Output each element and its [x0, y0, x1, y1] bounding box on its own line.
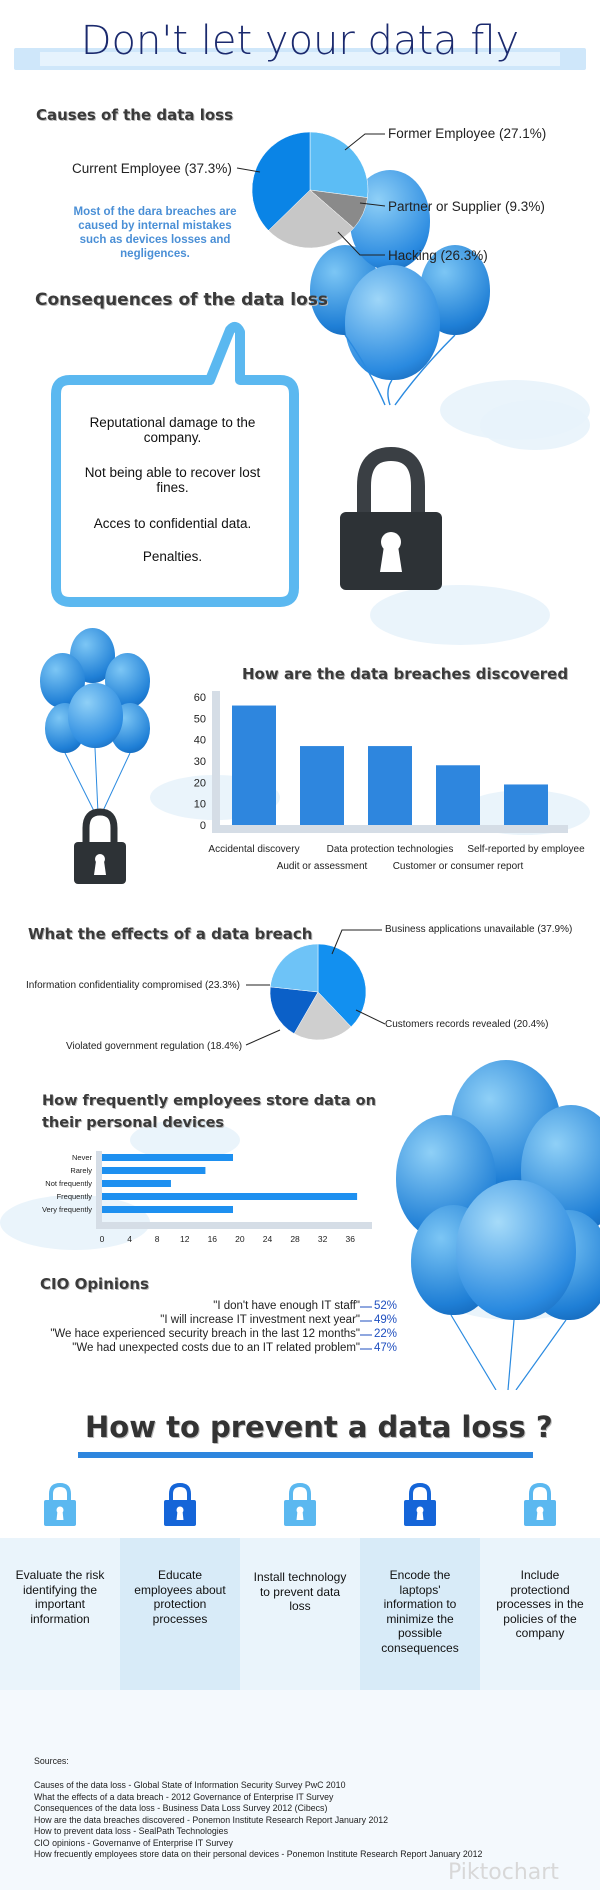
sources-list — [34, 1780, 594, 1861]
brand-logo: Piktochart — [448, 1860, 559, 1885]
frequency-heading-line2: their personal devices — [42, 1115, 225, 1131]
x-tick-label: 8 — [154, 1234, 160, 1244]
y-tick-label: 0 — [199, 820, 206, 832]
effects-label-gov: Violated government regulation (18.4%) — [66, 1041, 243, 1052]
effects-label-customers: Customers records revealed (20.4%) — [385, 1019, 549, 1030]
x-tick-label: Audit or assessment — [276, 861, 368, 872]
prevent-heading: How to prevent a data loss ? — [85, 1410, 553, 1444]
causes-note: Most of the dara breaches are caused by internal mistakes such as devices losses and negligences. — [73, 206, 237, 260]
category-label: Rarely — [70, 1166, 92, 1175]
x-tick-label: 16 — [207, 1234, 218, 1244]
category-label: Never — [71, 1153, 92, 1162]
consequences-heading: Consequences of the data loss — [35, 290, 329, 310]
prevent-step-text: Install technology to prevent data loss — [253, 1570, 347, 1613]
lock-icon — [160, 1480, 200, 1530]
cio-quote: "We had unexpected costs due to an IT related problem" — [72, 1342, 360, 1354]
prevent-steps — [0, 1480, 600, 1690]
x-tick-label: 4 — [127, 1234, 132, 1244]
effects-label-business: Business applications unavailable (37.9%) — [385, 924, 573, 935]
cio-value: 22% — [374, 1328, 398, 1340]
y-tick-label: 30 — [193, 756, 206, 768]
bar — [102, 1167, 205, 1174]
cio-dashes — [358, 1300, 374, 1360]
label-partner-supplier: Partner or Supplier (9.3%) — [388, 199, 545, 214]
balloon-cluster-right — [396, 1060, 600, 1390]
prevent-underline — [78, 1452, 533, 1458]
label-current-employee: Current Employee (37.3%) — [72, 161, 232, 176]
consequence-item: Reputational damage to the company. — [89, 415, 256, 445]
lock-icon — [400, 1480, 440, 1530]
x-tick-label: 12 — [180, 1234, 190, 1244]
consequence-item: Acces to confidential data. — [93, 516, 252, 531]
cio-quote: "We hace experienced security breach in the last 12 months" — [50, 1328, 360, 1340]
label-former-employee: Former Employee (27.1%) — [388, 126, 547, 141]
balloon-strings — [396, 1060, 600, 1390]
x-tick-label: 28 — [290, 1234, 300, 1244]
x-tick-label: Self-reported by employee — [467, 844, 585, 855]
y-tick-label: 20 — [193, 777, 206, 790]
cio-quote: "I don't have enough IT staff" — [213, 1300, 360, 1312]
x-tick-label: Accidental discovery — [208, 844, 300, 855]
x-tick-label: 36 — [345, 1234, 355, 1244]
sources-heading: Sources: — [34, 1756, 69, 1766]
source-line: CIO opinions - Governanve of Enterprise IT Survey — [34, 1837, 233, 1848]
consequence-item: Not being able to recover lost fines. — [84, 465, 261, 495]
prevent-step — [240, 1480, 360, 1690]
y-tick-label: 10 — [193, 798, 206, 811]
bar — [102, 1180, 171, 1187]
x-tick-label: 0 — [99, 1234, 105, 1244]
bar — [102, 1154, 233, 1161]
x-tick-label: 20 — [235, 1234, 245, 1244]
prevent-step — [360, 1480, 480, 1690]
category-label: Not frequently — [45, 1179, 92, 1188]
category-label: Very frequently — [41, 1205, 92, 1214]
y-axis-strip — [96, 1151, 102, 1222]
prevent-step — [0, 1480, 120, 1690]
frequency-bar-chart — [40, 1145, 380, 1250]
bar — [102, 1193, 357, 1200]
prevent-panel-bg — [240, 1538, 360, 1690]
page-title: Don't let your data fly — [80, 18, 520, 64]
source-line: How frecuently employees store data on their personal devices - Ponemon Institute Research Report January 2012 — [34, 1849, 483, 1859]
bar — [102, 1206, 233, 1213]
label-hacking: Hacking (26.3%) — [388, 248, 488, 263]
y-tick-label: 50 — [193, 713, 206, 726]
source-line: Causes of the data loss - Global State of Information Security Survey PwC 2010 — [34, 1780, 346, 1790]
source-line: What the effects of a data breach - 2012 Governance of Enterprise IT Survey — [34, 1791, 334, 1802]
prevent-step-text: Encode the laptops' information to minimize the possible consequences — [381, 1568, 459, 1655]
prevent-step — [480, 1480, 600, 1690]
consequence-item: Penalties. — [142, 549, 203, 564]
source-line: How are the data breaches discovered - Ponemon Institute Research Report January 2012 — [34, 1814, 389, 1825]
frequency-heading-line1: How frequently employees store data on — [42, 1093, 376, 1109]
cio-value: 52% — [374, 1300, 398, 1312]
prevent-step-text: Evaluate the risk identifying the important information — [15, 1568, 105, 1626]
x-tick-label: Customer or consumer report — [392, 861, 524, 872]
x-tick-label: 32 — [317, 1234, 328, 1244]
cio-list — [0, 1300, 420, 1360]
x-tick-label: Data protection technologies — [326, 844, 454, 855]
source-line: Consequences of the data loss - Business Data Loss Survey 2012 (Cibecs) — [34, 1803, 328, 1813]
x-tick-label: 24 — [262, 1234, 273, 1244]
effects-heading: What the effects of a data breach — [28, 925, 313, 943]
y-tick-label: 60 — [193, 692, 206, 704]
bar-chart-title: How are the data breaches discovered — [242, 665, 569, 683]
cio-heading: CIO Opinions — [40, 1275, 149, 1293]
effects-label-info: Information confidentiality compromised (23.3%) — [26, 980, 240, 991]
prevent-step — [120, 1480, 240, 1690]
lock-icon — [280, 1480, 320, 1530]
category-label: Frequently — [56, 1192, 92, 1201]
x-axis-strip — [96, 1222, 372, 1229]
cio-value: 49% — [374, 1314, 398, 1326]
prevent-step-text: Educate employees about protection processes — [134, 1568, 226, 1626]
lock-icon — [40, 1480, 80, 1530]
prevent-step-text: Include protectiond processes in the policies of the company — [496, 1568, 584, 1640]
cio-value: 47% — [374, 1342, 398, 1354]
lock-icon — [520, 1480, 560, 1530]
causes-heading: Causes of the data loss — [36, 106, 234, 124]
y-tick-label: 40 — [193, 734, 206, 747]
source-line: How to prevent data loss - SealPath Technologies — [34, 1826, 228, 1836]
cio-quote: "I will increase IT investment next year" — [160, 1314, 360, 1326]
